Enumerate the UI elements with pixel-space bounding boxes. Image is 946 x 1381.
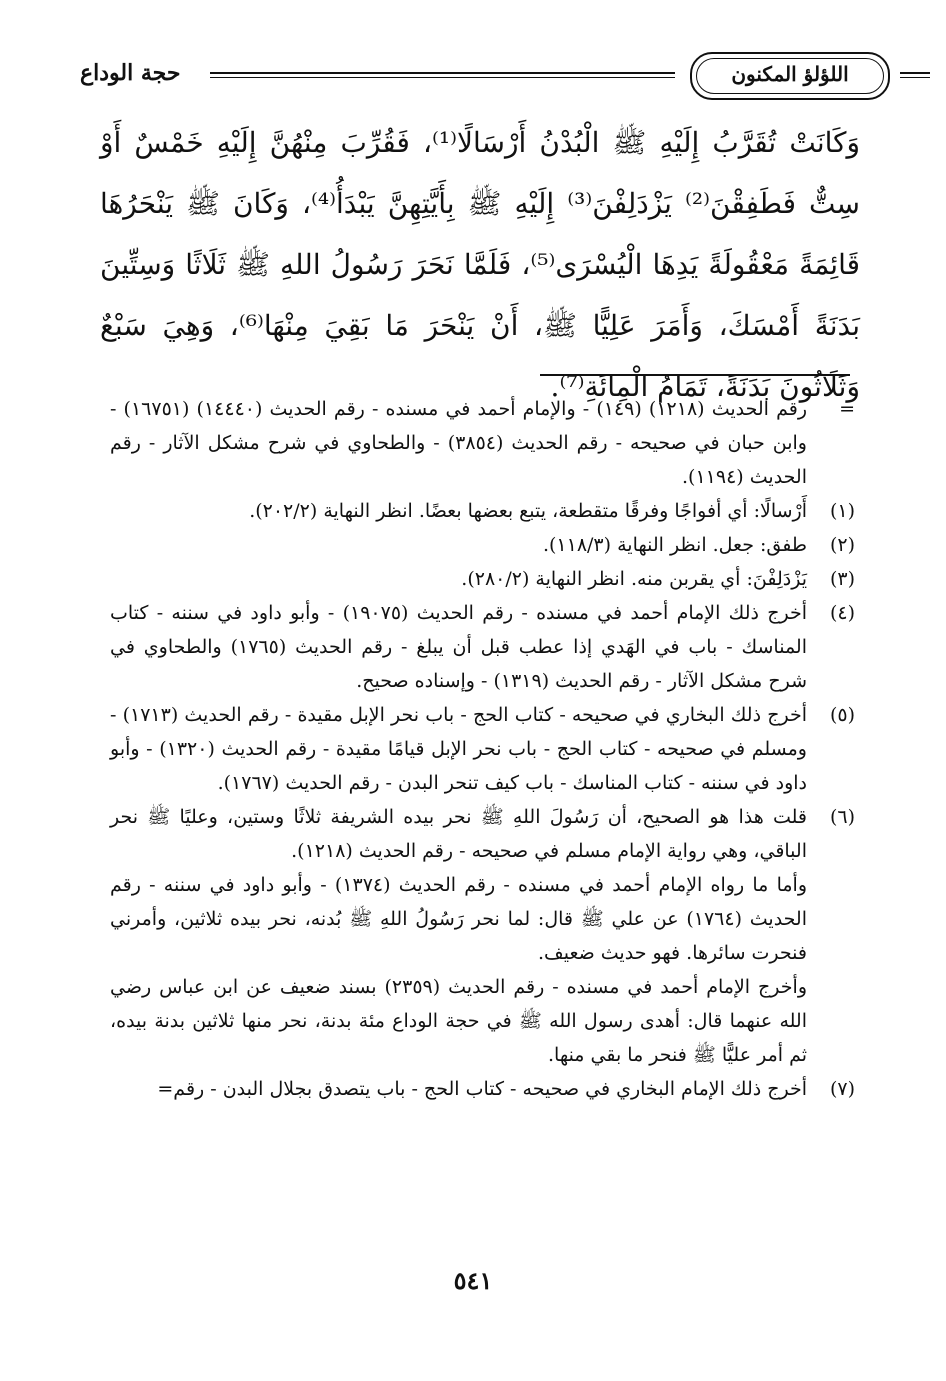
main-text: وَكَانَتْ تُقَرَّبُ إِلَيْهِ ﷺ الْبُدْنُ أَرْسَالًا⁽¹⁾، فَقُرِّبَ مِنْهُنَّ إِلَيْهِ خَمْسٌ أَوْ سِتٌّ فَطَفِقْنَ⁽²⁾ يَزْدَلِفْنَ⁽³⁾ إِلَيْهِ ﷺ بِأَيَّتِهِنَّ يَبْدَأُ⁽⁴⁾، وَكَانَ ﷺ يَنْحَرُهَا قَائِمَةً مَعْقُولَةً يَدِهَا الْيُسْرَى⁽⁵⁾، فَلَمَّا نَحَرَ رَسُولُ اللهِ ﷺ ثَلَاثًا وَسِتِّينَ بَدَنَةً أَمْسَكَ، وَأَمَرَ عَلِيًّا ﷺ، أَنْ يَنْحَرَ مَا بَقِيَ مِنْهَا⁽⁶⁾، وَهِيَ سَبْعٌ وَثَلَاثُونَ بَدَنَةً، تَمَامُ الْمِائَةِ⁽⁷⁾. <box>100 126 860 403</box>
footnote-item <box>110 800 855 868</box>
footnote-text: أخرج ذلك الإمام أحمد في مسنده - رقم الحديث (١٩٠٧٥) - وأبو داود في سننه - كتاب المناسك - باب في الهَدي إذا عطب قبل أن يبلغ - رقم الحديث (١٧٦٥) والطحاوي في شرح مشكل الآثار - رقم الحديث (١٣١٩) - وإسناده صحيح. <box>110 602 807 692</box>
footnote-item <box>110 698 855 800</box>
footnote-number: (٤) <box>829 602 855 624</box>
footnote-text: رقم الحديث (١٢١٨) (١٤٩) - والإمام أحمد في مسنده - رقم الحديث (١٤٤٤٠) (١٦٧٥١) - وابن حبان في صحيحه - رقم الحديث (٣٨٥٤) - والطحاوي في شرح مشكل الآثار - رقم الحديث (١١٩٤). <box>110 398 807 488</box>
footnote-item <box>110 1072 855 1106</box>
header-rule-right <box>900 72 930 74</box>
footnote-number: (١) <box>829 500 855 522</box>
footnote-text: أخرج ذلك الإمام البخاري في صحيحه - كتاب الحج - باب يتصدق بجلال البدن - رقم= <box>157 1078 807 1100</box>
footnote-text: يَزْدَلِفْنَ: أي يقربن منه. انظر النهاية (٢٨٠/٢). <box>461 568 807 590</box>
footnote-item <box>110 494 855 528</box>
header-rule-left <box>210 72 675 74</box>
footnote-item <box>110 596 855 698</box>
page-header <box>80 52 870 100</box>
footnote-text: طفق: جعل. انظر النهاية (١١٨/٣). <box>542 534 807 556</box>
footnote-item <box>110 392 855 494</box>
footnote-text: أَرْسالًا: أي أفواجًا وفرقًا متقطعة، يتبع بعضها بعضًا. انظر النهاية (٢٠٢/٢). <box>249 500 807 522</box>
footnote-number: (٣) <box>829 568 855 590</box>
footnote-separator <box>540 374 850 376</box>
footnote-number: = <box>839 398 855 420</box>
book-title: اللؤلؤ المكنون <box>731 62 849 86</box>
footnote-continuation: وأخرج الإمام أحمد في مسنده - رقم الحديث (٢٣٥٩) بسند ضعيف عن ابن عباس رضي الله عنهما قال: أهدى رسول الله ﷺ في حجة الوداع مئة بدنة، نحر منها ثلاثين بدنة بيده، ثم أمر عليًّا ﷺ فنحر ما بقي منها. <box>110 976 807 1066</box>
main-text-block <box>100 112 860 417</box>
footnote-text: قلت هذا هو الصحيح، أن رَسُولَ اللهِ ﷺ نحر بيده الشريفة ثلاثًا وستين، وعليًا ﷺ نحر الباقي، وهي رواية الإمام مسلم في صحيحه - رقم الحديث (١٢١٨). <box>110 806 807 862</box>
chapter-title: حجة الوداع <box>80 60 181 86</box>
footnote-number: (٦) <box>829 806 855 828</box>
book-title-frame <box>690 52 890 100</box>
footnote-text: أخرج ذلك البخاري في صحيحه - كتاب الحج - باب نحر الإبل مقيدة - رقم الحديث (١٧١٣) - ومسلم في صحيحه - كتاب الحج - باب نحر الإبل قيامًا مقيدة - رقم الحديث (١٣٢٠) - وأبو داود في سننه - كتاب المناسك - باب كيف تنحر البدن - رقم الحديث (١٧٦٧). <box>110 704 807 794</box>
footnote-number: (٥) <box>829 704 855 726</box>
footnote-item <box>110 562 855 596</box>
footnote-continuation: وأما ما رواه الإمام أحمد في مسنده - رقم الحديث (١٣٧٤) - وأبو داود في سننه - رقم الحديث (١٧٦٤) عن علي ﷺ قال: لما نحر رَسُولُ اللهِ ﷺ بُدنه، نحر بيده ثلاثين، وأمرني فنحرت سائرها. فهو حديث ضعيف. <box>110 874 808 964</box>
footnotes <box>110 392 855 1106</box>
footnote-item <box>110 528 855 562</box>
footnote-number: (٢) <box>829 534 855 556</box>
footnote-number: (٧) <box>829 1078 855 1100</box>
page-number: ٥٤١ <box>453 1266 493 1295</box>
